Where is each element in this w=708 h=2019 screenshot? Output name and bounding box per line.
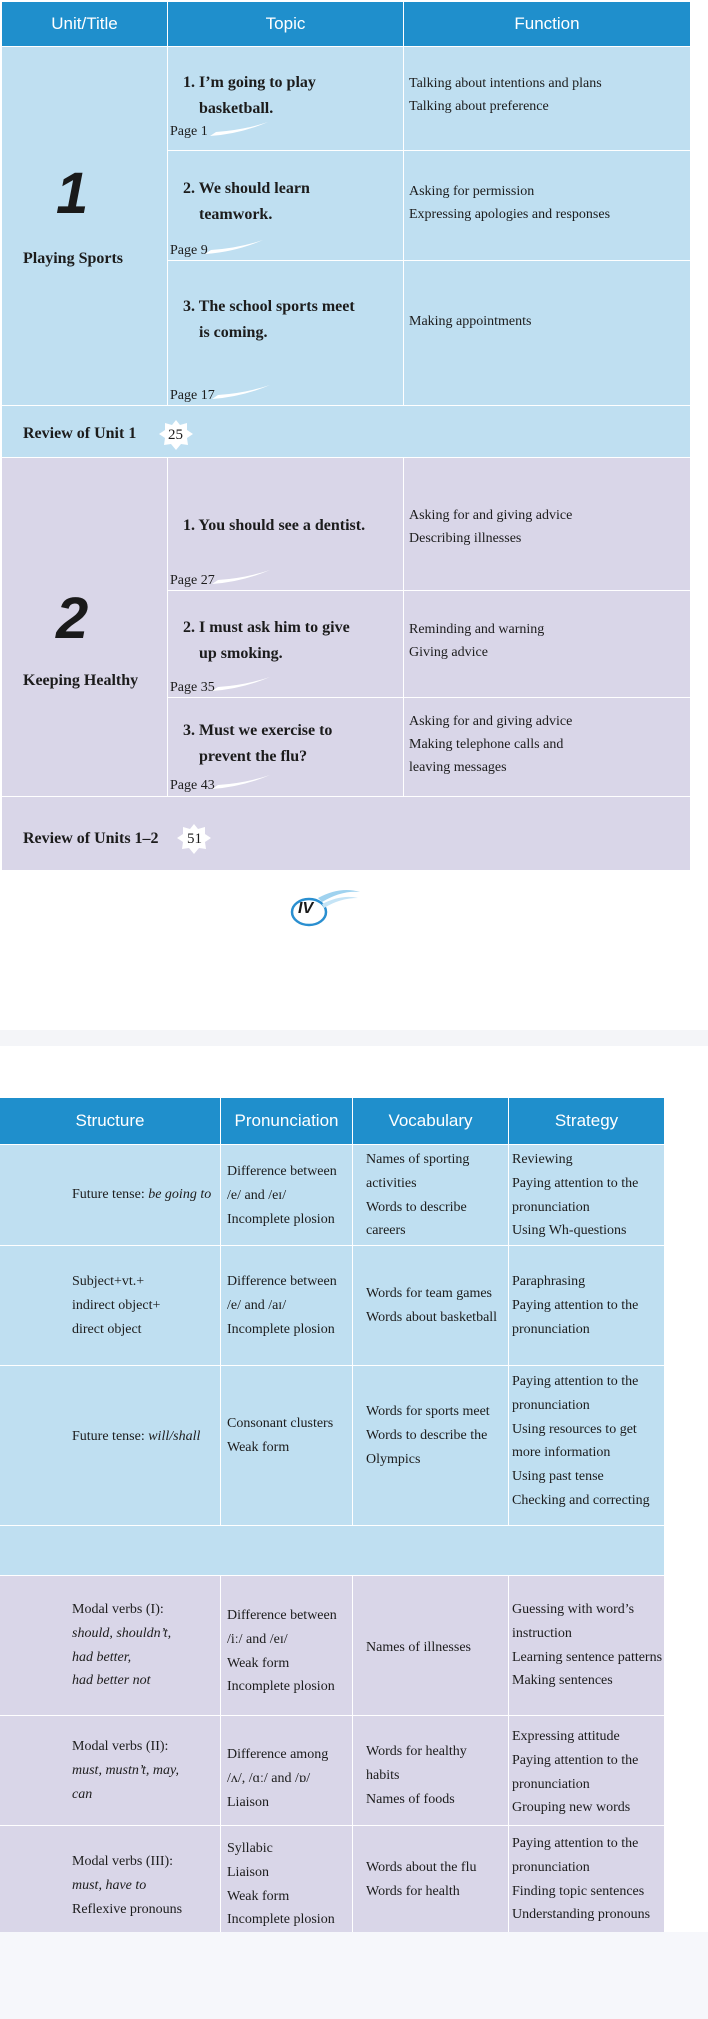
page-swoosh-decoration [205,236,265,256]
lesson-topic[interactable]: 3. Must we exercise to prevent the flu? [183,722,333,766]
lesson-functions: Asking for and giving advice Making telephone calls and leaving messages [409,714,573,776]
lesson-functions: Reminding and warning Giving advice [409,622,545,661]
unit1-number: 1 [56,161,89,226]
pronunciation-cell: Consonant clusters Weak form [227,1416,334,1455]
lesson-topic[interactable]: 1. You should see a dentist. [183,517,366,534]
unit1-title: Playing Sports [23,250,124,267]
vocabulary-cell: Words for team games Words about basketball [366,1286,498,1325]
vocabulary-cell: Words for sports meet Words to describe the Olympics [366,1404,490,1467]
strategy-cell: Paraphrasing Paying attention to the pronunciation [512,1274,639,1337]
review-unit1-page: 25 [168,427,183,443]
header-function: Function [404,2,690,46]
header-unit-title: Unit/Title [2,2,167,46]
lesson-functions: Making appointments [409,314,532,329]
header-vocabulary: Vocabulary [353,1098,508,1144]
pronunciation-cell: Difference between /e/ and /aɪ/ Incomplete plosion [227,1274,337,1337]
strategy-cell: Paying attention to the pronunciation Finding topic sentences Understanding pronouns [512,1836,651,1923]
unit2-number: 2 [56,586,89,651]
structure-cell: Subject+vt.+ indirect object+ direct object [72,1274,161,1337]
page-separator [0,1030,708,1046]
header-topic: Topic [168,2,403,46]
header-strategy: Strategy [509,1098,664,1144]
page-swoosh-decoration [212,566,272,586]
structure-cell: Modal verbs (III): must, have to Reflexive pronouns [72,1854,183,1917]
lesson-topic[interactable]: 2. We should learn teamwork. [183,180,310,224]
strategy-cell: Reviewing Paying attention to the pronunciation Using Wh-questions [512,1152,639,1239]
page-number: IV [298,900,314,917]
header-structure: Structure [0,1098,220,1144]
lesson-page: Page 1 [170,124,208,139]
bottom-band [0,1932,708,2019]
vocabulary-cell: Words about the flu Words for health [366,1860,477,1899]
lesson-page: Page 35 [170,680,215,695]
lesson-page: Page 9 [170,243,208,258]
page-swoosh-decoration [212,381,272,401]
header-pronunciation: Pronunciation [221,1098,352,1144]
page-swoosh-decoration [212,771,272,791]
page-swoosh-decoration [210,118,270,138]
lesson-functions: Asking for permission Expressing apologies and responses [409,184,611,223]
review-units-label[interactable]: Review of Units 1–2 [23,830,159,847]
lesson-functions: Asking for and giving advice Describing illnesses [409,508,573,547]
review-unit1-label[interactable]: Review of Unit 1 [23,425,137,442]
structure-cell: Future tense: be going to [72,1187,212,1202]
vocabulary-cell: Names of illnesses [366,1640,471,1655]
lesson-functions: Talking about intentions and plans Talking about preference [409,76,602,115]
pronunciation-cell: Difference among /ʌ/, /ɑː/ and /ɒ/ Liaison [227,1747,329,1810]
pronunciation-cell: Difference between /iː/ and /eɪ/ Weak form Incomplete plosion [227,1608,337,1695]
page-number-decoration [282,886,362,930]
vocabulary-cell: Names of sporting activities Words to describe careers [366,1152,470,1239]
lesson-topic[interactable]: 1. I’m going to play basketball. [183,74,316,118]
strategy-cell: Expressing attitude Paying attention to the pronunciation Grouping new words [512,1729,639,1816]
strategy-cell: Guessing with word’s instruction Learning sentence patterns Making sentences [512,1602,663,1689]
page-swoosh-decoration [212,673,272,693]
pronunciation-cell: Syllabic Liaison Weak form Incomplete plosion [227,1841,335,1928]
strategy-cell: Paying attention to the pronunciation Using resources to get more information Using past tense Checking and correcting [512,1374,650,1508]
lesson-page: Page 43 [170,778,215,793]
lesson-topic[interactable]: 2. I must ask him to give up smoking. [183,619,350,663]
vocabulary-cell: Words for healthy habits Names of foods [366,1744,467,1807]
structure-cell: Future tense: will/shall [72,1429,201,1444]
structure-cell: Modal verbs (I): should, shouldn’t, had better, had better not [72,1602,172,1689]
structure-cell: Modal verbs (II): must, mustn’t, may, can [72,1739,179,1802]
lesson-topic[interactable]: 3. The school sports meet is coming. [183,298,355,342]
lesson-page: Page 17 [170,388,215,403]
pronunciation-cell: Difference between /e/ and /eɪ/ Incomplete plosion [227,1164,337,1227]
lesson-page: Page 27 [170,573,215,588]
unit2-title: Keeping Healthy [23,672,139,689]
review-units-page: 51 [187,831,202,847]
